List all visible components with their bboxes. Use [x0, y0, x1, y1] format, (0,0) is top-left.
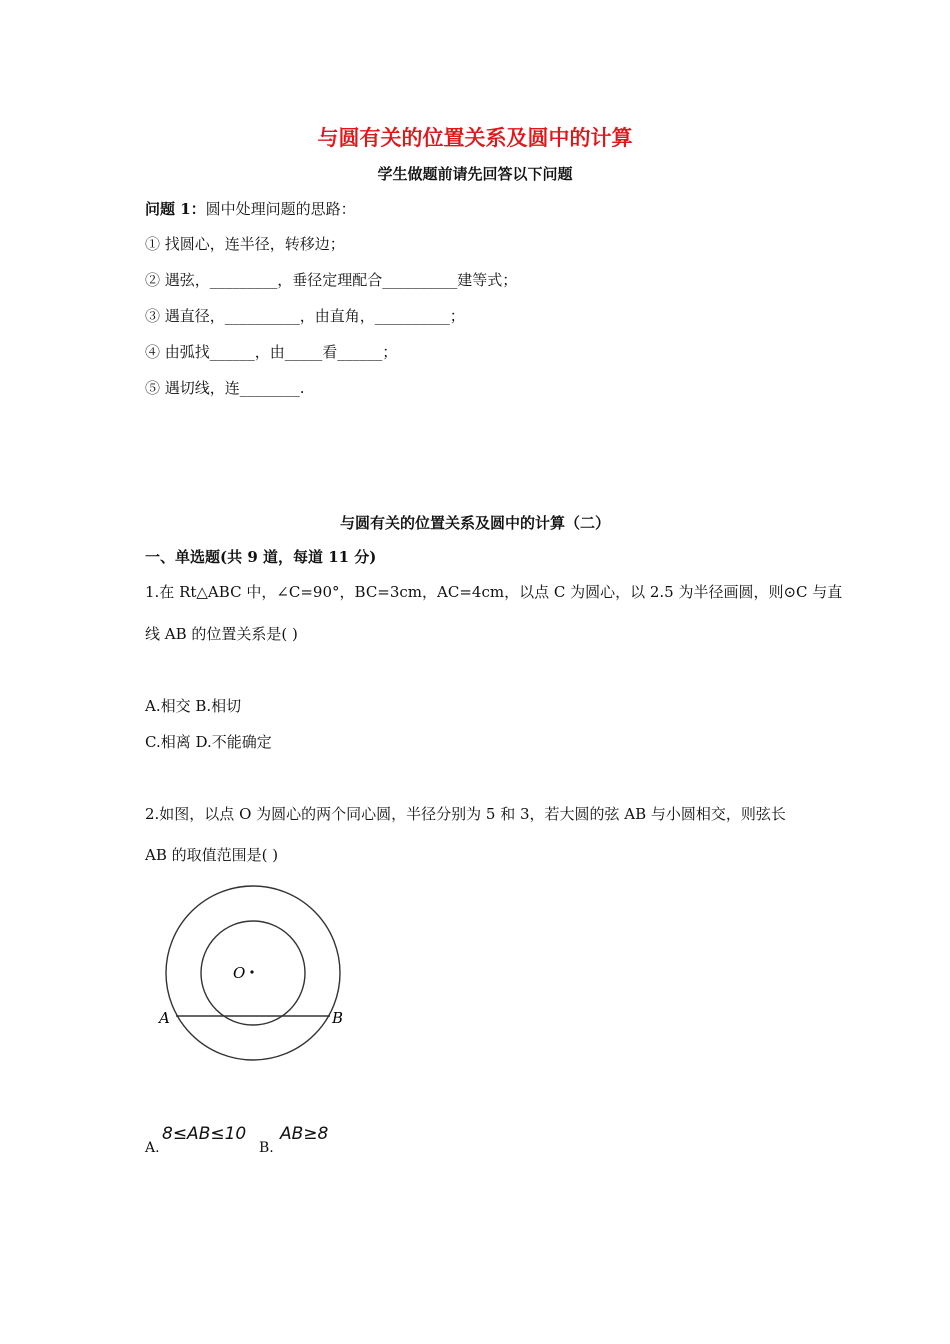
label-o: O	[233, 964, 246, 982]
label-b: B	[332, 1009, 344, 1027]
mc-question-2-option-b-label: B.	[259, 1140, 274, 1156]
mc-question-2-line-2: AB 的取值范围是( )	[145, 846, 279, 864]
mc-question-1-options-cd: C.相离 D.不能确定	[145, 733, 272, 751]
mc-question-1-options-ab: A.相交 B.相切	[145, 697, 242, 715]
page-subtitle: 学生做题前请先回答以下问题	[377, 165, 573, 183]
q1-item-3: ③ 遇直径，__________，由直角，__________；	[145, 307, 465, 325]
question-1-label: 问题 1：	[145, 200, 206, 218]
concentric-circles-figure	[150, 880, 360, 1070]
mc-question-2-line-1: 2.如图，以点 O 为圆心的两个同心圆，半径分别为 5 和 3，若大圆的弦 AB 与小圆相交，则弦长	[145, 805, 786, 823]
mc-question-1-line-1: 1.在 Rt△ABC 中，∠C=90°，BC=3cm，AC=4cm，以点 C 为圆心，以 2.5 为半径画圆，则⊙C 与直	[145, 583, 843, 601]
question-1-text: 圆中处理问题的思路：	[205, 200, 356, 218]
mc-question-2-option-a-label: A.	[145, 1140, 160, 1156]
mc-question-2-option-b-math: AB≥8	[280, 1124, 329, 1144]
mc-question-1-line-2: 线 AB 的位置关系是( )	[145, 625, 298, 643]
q1-item-5: ⑤ 遇切线，连________.	[145, 379, 305, 397]
section-heading: 一、单选题(共 9 道，每道 11 分)	[145, 548, 377, 566]
question-1-prompt	[145, 198, 356, 219]
section-title: 与圆有关的位置关系及圆中的计算（二）	[339, 514, 610, 532]
q1-item-1: ① 找圆心，连半径，转移边；	[145, 235, 345, 253]
mc-question-2-option-a-math: 8≤AB≤10	[162, 1124, 247, 1144]
q1-item-2: ② 遇弦，_________，垂径定理配合__________建等式；	[145, 271, 518, 289]
center-point-o	[250, 970, 253, 973]
label-a: A	[159, 1009, 170, 1027]
q1-item-4: ④ 由弧找______，由_____看______；	[145, 343, 398, 361]
page-title: 与圆有关的位置关系及圆中的计算	[317, 125, 633, 150]
